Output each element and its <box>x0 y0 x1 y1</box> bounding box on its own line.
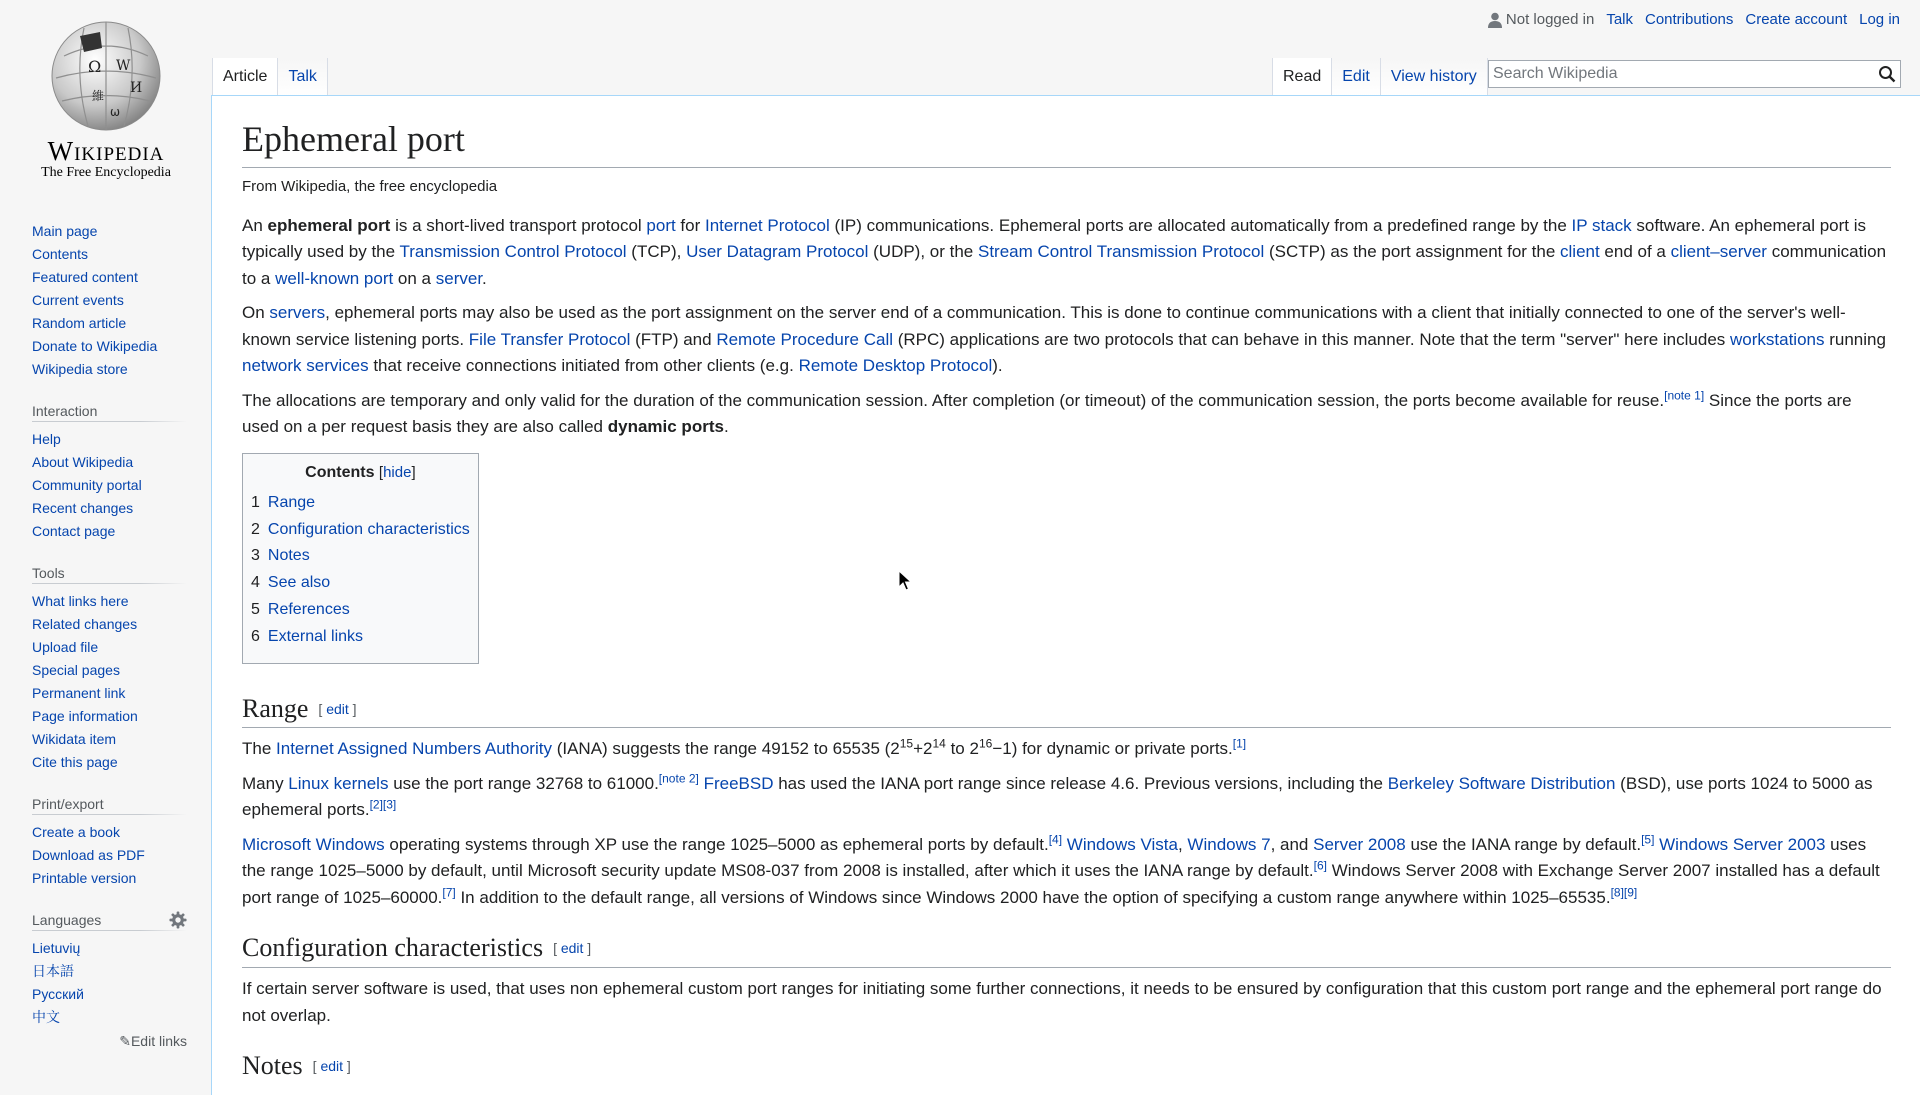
sidebar-item-community-portal[interactable]: Community portal <box>32 477 142 493</box>
text: communication to a <box>242 242 1887 288</box>
link-iana[interactable]: Internet Assigned Numbers Authority <box>276 739 552 759</box>
link-client[interactable]: client <box>1560 242 1600 262</box>
edit-section-link[interactable]: edit <box>560 940 584 957</box>
language-link-japanese[interactable]: 日本語 <box>32 963 74 979</box>
article-content <box>211 95 1920 1095</box>
text: . <box>723 417 729 437</box>
tab-talk[interactable]: Talk <box>277 58 327 96</box>
link-client-server[interactable]: client–server <box>1670 242 1767 262</box>
sidebar-item-download-pdf[interactable]: Download as PDF <box>32 847 145 863</box>
wikipedia-logo[interactable] <box>26 16 186 186</box>
toc-number: 5 <box>251 600 260 618</box>
intro-paragraph-1 <box>242 213 1891 293</box>
superscript: 16 <box>978 736 993 751</box>
sidebar-item-donate[interactable]: Donate to Wikipedia <box>32 338 158 354</box>
text: , <box>1177 834 1188 854</box>
footnote-4[interactable]: [4] <box>1048 832 1063 847</box>
toc-item-external-links[interactable] <box>251 624 470 651</box>
namespace-tabs <box>212 58 328 96</box>
toc-number: 3 <box>251 547 260 565</box>
link-windows-server-2003[interactable]: Windows Server 2003 <box>1659 834 1826 854</box>
footnote-9[interactable]: [9] <box>1623 885 1638 900</box>
link-microsoft-windows[interactable]: Microsoft Windows <box>242 834 385 854</box>
edit-section-link[interactable]: edit <box>326 700 349 717</box>
section-title: Range <box>242 693 309 723</box>
sidebar-item-recent-changes[interactable]: Recent changes <box>32 500 134 516</box>
sidebar-item-about[interactable]: About Wikipedia <box>32 454 134 470</box>
link-workstations[interactable]: workstations <box>1730 329 1825 349</box>
svg-text:И: И <box>130 80 143 96</box>
tab-article[interactable]: Article <box>212 58 277 96</box>
sidebar-heading-tools: Tools <box>32 565 187 584</box>
intro-paragraph-2 <box>242 300 1891 380</box>
edit-links[interactable] <box>32 1033 187 1050</box>
svg-text:Ω: Ω <box>88 57 102 76</box>
sidebar-item-special-pages[interactable]: Special pages <box>32 662 120 678</box>
text: An <box>242 215 268 235</box>
text: end of a <box>1599 242 1671 262</box>
sidebar-tools <box>32 565 187 774</box>
language-link-russian[interactable]: Русский <box>32 986 84 1002</box>
sidebar-item-page-information[interactable]: Page information <box>32 708 138 724</box>
tab-edit[interactable]: Edit <box>1331 58 1380 96</box>
text: use the port range 32768 to 61000. <box>388 773 659 793</box>
search-box <box>1488 60 1901 88</box>
page-title: Ephemeral port <box>242 116 1891 168</box>
toc-number: 1 <box>251 493 260 511</box>
text: The allocations are temporary and only valid for the duration of the communication session. After completion (or timeout) of the communication session, the ports become available for reuse. <box>242 390 1665 410</box>
footnote-5[interactable]: [5] <box>1641 832 1655 847</box>
text: to 2 <box>945 739 979 759</box>
text: that receive connections initiated from other clients (e.g. <box>368 356 799 376</box>
svg-text:維: 維 <box>92 89 105 103</box>
configuration-paragraph: If certain server software is used, that uses non ephemeral custom port ranges for initiating some further connections, it needs to be ensured by configuration that this custom port range and the ephemeral port range do not overlap. <box>242 979 1882 1025</box>
link-sctp[interactable]: Stream Control Transmission Protocol <box>978 242 1265 262</box>
text: Windows Server 2008 with Exchange Server 2007 installed has a default port range of 1025–60000. <box>242 861 1880 907</box>
sidebar-item-current-events[interactable]: Current events <box>32 292 124 308</box>
superscript: 14 <box>932 736 946 751</box>
text: software. An ephemeral port is typically used by the <box>242 215 1867 262</box>
link-windows-vista[interactable]: Windows Vista <box>1066 834 1178 854</box>
sidebar-item-contact-page[interactable]: Contact page <box>32 523 116 539</box>
footnote-8[interactable]: [8] <box>1610 885 1624 900</box>
sidebar <box>32 220 187 1072</box>
text: ). <box>992 356 1003 376</box>
text: for <box>675 215 705 235</box>
text: on a <box>393 268 436 288</box>
text: running <box>1824 329 1886 349</box>
toc-title <box>251 464 470 482</box>
toc-link[interactable]: See also <box>267 574 331 592</box>
text: (UDP), or the <box>868 242 978 262</box>
link-bsd[interactable]: Berkeley Software Distribution <box>1387 773 1616 793</box>
sidebar-item-what-links-here[interactable]: What links here <box>32 593 129 609</box>
toc-link[interactable]: Notes <box>267 547 310 565</box>
user-icon <box>1488 12 1502 28</box>
link-rdp[interactable]: Remote Desktop Protocol <box>798 356 993 376</box>
superscript: 15 <box>899 736 914 751</box>
sidebar-item-help[interactable]: Help <box>32 431 61 447</box>
toc-hide-link[interactable]: hide <box>383 463 412 481</box>
footnote-7[interactable]: [7] <box>442 885 456 900</box>
text: In addition to the default range, all versions of Windows since Windows 2000 have the option of specifying a custom range anywhere within 1025–65535. <box>455 887 1611 907</box>
section-heading-range <box>242 692 1891 729</box>
wikipedia-tagline: The Free Encyclopedia <box>41 165 171 180</box>
footnote-1[interactable]: [1] <box>1232 736 1247 751</box>
link-ftp[interactable]: File Transfer Protocol <box>468 329 631 349</box>
link-internet-protocol[interactable]: Internet Protocol <box>705 215 830 235</box>
sidebar-heading-interaction: Interaction <box>32 403 187 422</box>
link-tcp[interactable]: Transmission Control Protocol <box>399 242 627 262</box>
text: uses the range 1025–5000 by default, until Microsoft security update MS08-037 from 2008 is installed, after which it uses the IANA range by default. <box>242 834 1867 881</box>
tab-read[interactable]: Read <box>1272 58 1331 96</box>
sidebar-item-store[interactable]: Wikipedia store <box>32 361 128 377</box>
search-input[interactable] <box>1489 64 1875 84</box>
edit-links-label: Edit links <box>130 1033 187 1049</box>
text: −1) for dynamic or private ports. <box>992 739 1233 759</box>
text: (IANA) suggests the range 49152 to 65535 (2 <box>551 739 900 759</box>
link-linux-kernels[interactable]: Linux kernels <box>288 773 389 793</box>
sidebar-item-printable-version[interactable]: Printable version <box>32 870 137 886</box>
text: (FTP) and <box>630 329 717 349</box>
toc-item-configuration[interactable] <box>251 517 470 544</box>
wikipedia-wordmark: Wikipedia <box>47 136 165 166</box>
sidebar-item-main-page[interactable]: Main page <box>32 223 98 239</box>
table-of-contents <box>242 453 479 664</box>
text: (TCP), <box>626 242 687 262</box>
edit-section-link[interactable]: edit <box>320 1058 344 1075</box>
range-paragraph-3 <box>242 832 1891 912</box>
text: (SCTP) as the port assignment for the <box>1264 242 1561 262</box>
toc-number: 2 <box>251 520 260 538</box>
text: Many <box>242 773 289 793</box>
sidebar-item-contents[interactable]: Contents <box>32 246 89 262</box>
edit-section-range[interactable]: [ edit ] <box>318 700 357 717</box>
section-title: Notes <box>242 1051 303 1081</box>
toc-hide-toggle[interactable]: [hide] <box>378 463 416 481</box>
text: On <box>242 303 270 323</box>
contributions-link[interactable]: Contributions <box>1645 11 1734 28</box>
sidebar-item-cite-this-page[interactable]: Cite this page <box>32 754 118 770</box>
language-link-chinese[interactable]: 中文 <box>32 1009 60 1025</box>
link-servers[interactable]: servers <box>269 303 326 323</box>
intro-paragraph-3 <box>242 388 1891 441</box>
sidebar-item-featured-content[interactable]: Featured content <box>32 269 138 285</box>
link-rpc[interactable]: Remote Procedure Call <box>716 329 894 349</box>
text: Since the ports are used on a per request basis they are also called <box>242 390 1852 437</box>
footnote-note-1[interactable]: [note 1] <box>1664 388 1705 403</box>
section-heading-configuration <box>242 931 1891 968</box>
sidebar-item-upload-file[interactable]: Upload file <box>32 639 99 655</box>
footnote-note-2[interactable]: [note 2] <box>658 771 699 786</box>
sidebar-navigation <box>32 220 187 381</box>
text: . <box>482 268 487 288</box>
not-logged-in <box>1488 11 1594 28</box>
sidebar-item-random-article[interactable]: Random article <box>32 315 127 331</box>
toc-number: 4 <box>251 574 260 592</box>
create-account-link[interactable]: Create account <box>1745 11 1848 28</box>
link-udp[interactable]: User Datagram Protocol <box>686 242 869 262</box>
footnote-6[interactable]: [6] <box>1313 858 1327 873</box>
toc-heading: Contents <box>305 463 375 481</box>
text: is a short-lived transport protocol <box>390 215 647 235</box>
pencil-icon: ✎ <box>119 1033 131 1049</box>
link-ip-stack[interactable]: IP stack <box>1571 215 1632 235</box>
link-network-services[interactable]: network services <box>242 356 369 376</box>
sidebar-item-create-book[interactable]: Create a book <box>32 824 120 840</box>
not-logged-in-label: Not logged in <box>1505 11 1595 28</box>
link-well-known-port[interactable]: well-known port <box>275 268 394 288</box>
personal-tools <box>1488 11 1900 28</box>
wikipedia-globe-icon <box>44 16 168 134</box>
gear-icon[interactable] <box>169 911 187 929</box>
footnote-3[interactable]: [3] <box>382 797 397 812</box>
text: The <box>242 739 277 759</box>
toc-item-notes[interactable] <box>251 543 470 570</box>
sidebar-print-export <box>32 796 187 890</box>
svg-text:ω: ω <box>110 105 121 119</box>
bold-term: dynamic ports <box>607 417 724 437</box>
toc-link[interactable]: Configuration characteristics <box>267 520 470 538</box>
link-server[interactable]: server <box>435 268 483 288</box>
text: , ephemeral ports may also be used as the port assignment on the server end of a communication. This is done to continue communications with a client that initially connected to one of the server's well-known service listening ports. <box>242 303 1846 349</box>
sidebar-item-related-changes[interactable]: Related changes <box>32 616 138 632</box>
range-paragraph-2 <box>242 771 1891 824</box>
toc-number: 6 <box>251 627 260 645</box>
personal-talk-link[interactable]: Talk <box>1606 11 1633 28</box>
footnote-2[interactable]: [2] <box>369 797 383 812</box>
text: (IP) communications. Ephemeral ports are allocated automatically from a predefined range by the <box>829 215 1572 235</box>
svg-text:W: W <box>116 58 131 74</box>
sidebar-interaction <box>32 403 187 543</box>
search-icon[interactable] <box>1878 65 1896 83</box>
sidebar-item-permanent-link[interactable]: Permanent link <box>32 685 126 701</box>
text: has used the IANA port range since release 4.6. Previous versions, including the <box>773 773 1388 793</box>
link-freebsd[interactable]: FreeBSD <box>703 773 774 793</box>
section-title: Configuration characteristics <box>242 933 544 963</box>
edit-section-configuration[interactable]: [ edit ] <box>553 940 592 957</box>
range-paragraph-1 <box>242 736 1891 763</box>
link-port[interactable]: port <box>646 215 676 235</box>
toc-item-range[interactable] <box>251 490 470 517</box>
mouse-cursor-icon <box>898 570 912 592</box>
language-link-lithuanian[interactable]: Lietuvių <box>32 940 81 956</box>
toc-item-references[interactable] <box>251 597 470 624</box>
toc-link[interactable]: Range <box>267 493 316 511</box>
sidebar-languages <box>32 912 187 1050</box>
view-tabs <box>1272 58 1488 96</box>
text: (RPC) applications are two protocols that can behave in this manner. Note that the term "server" here includes <box>893 329 1730 349</box>
toc-link[interactable]: External links <box>267 627 364 645</box>
text: operating systems through XP use the range 1025–5000 as ephemeral ports by default. <box>384 834 1049 854</box>
toc-item-see-also[interactable] <box>251 570 470 597</box>
log-in-link[interactable]: Log in <box>1859 11 1900 28</box>
sidebar-heading-print-export: Print/export <box>32 796 187 815</box>
sidebar-heading-languages: Languages <box>32 912 187 931</box>
site-subtitle: From Wikipedia, the free encyclopedia <box>242 177 498 195</box>
text: +2 <box>913 739 933 759</box>
text: (BSD), use ports 1024 to 5000 as ephemeral ports. <box>242 773 1873 820</box>
tab-view-history[interactable]: View history <box>1380 58 1488 96</box>
text: use the IANA range by default. <box>1405 834 1642 854</box>
toc-link[interactable]: References <box>267 600 350 618</box>
bold-term: ephemeral port <box>267 215 391 235</box>
text: , and <box>1270 834 1314 854</box>
edit-section-notes[interactable]: [ edit ] <box>312 1058 351 1075</box>
link-server-2008[interactable]: Server 2008 <box>1313 834 1406 854</box>
sidebar-item-wikidata-item[interactable]: Wikidata item <box>32 731 117 747</box>
link-windows-7[interactable]: Windows 7 <box>1187 834 1271 854</box>
